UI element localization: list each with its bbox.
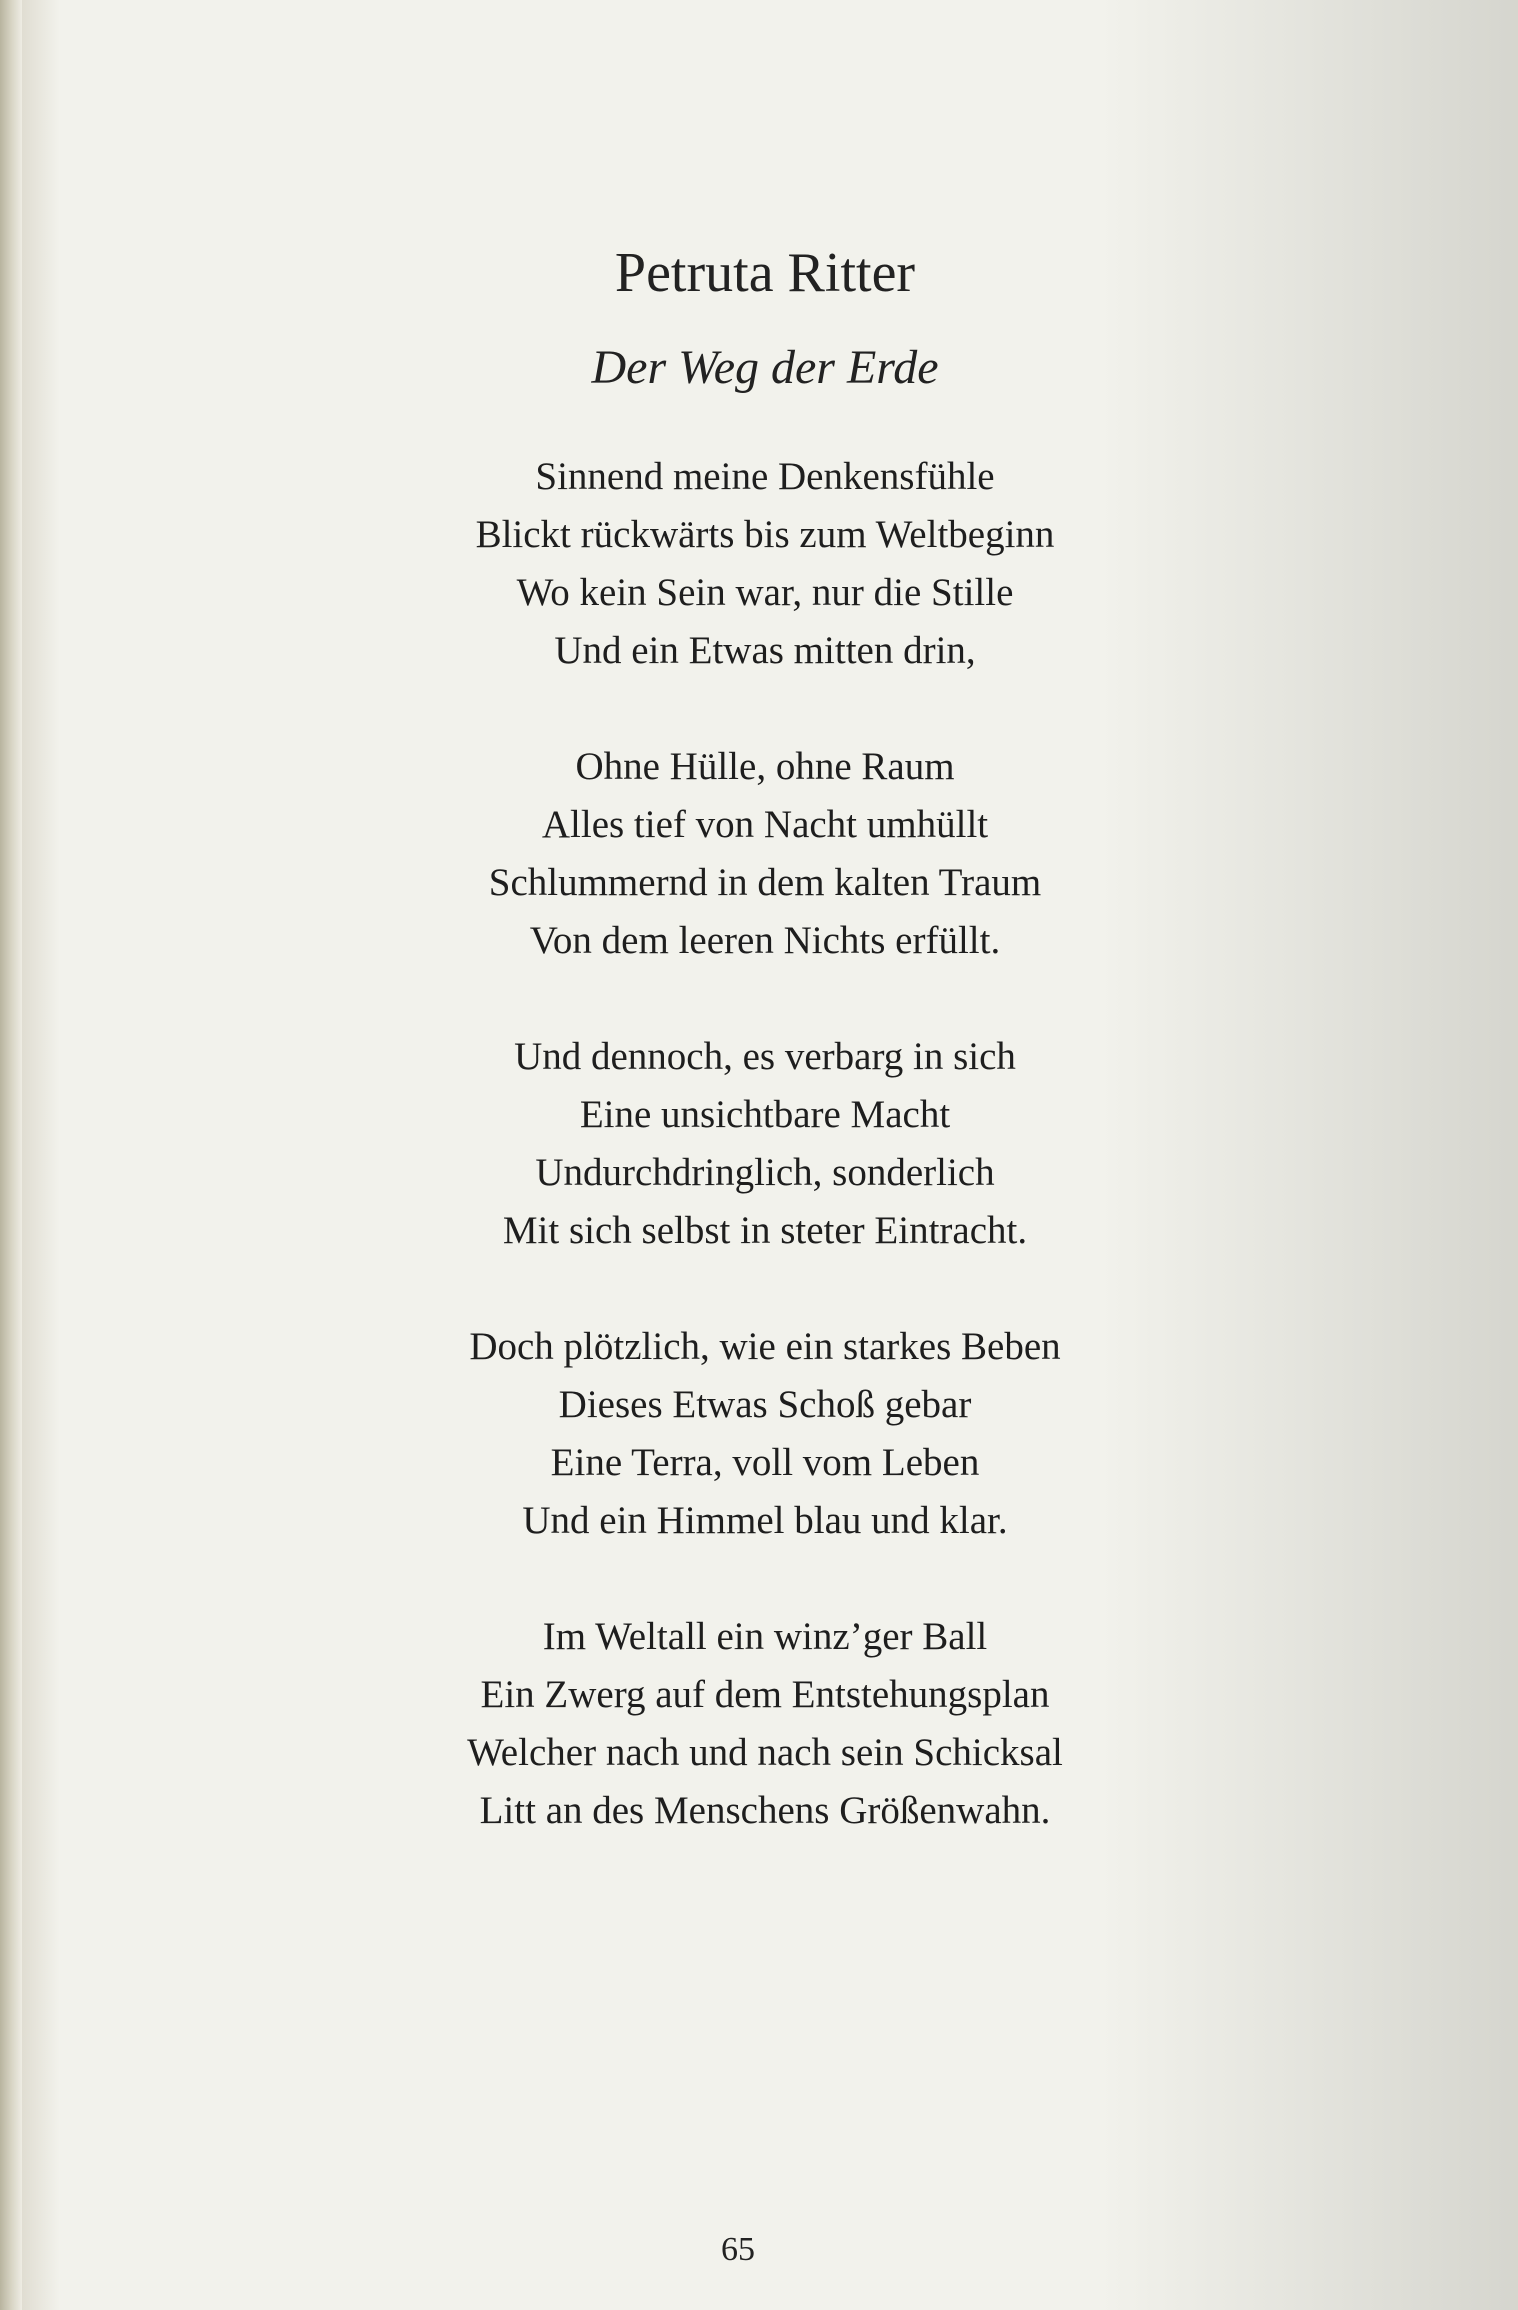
poem-line: Undurchdringlich, sonderlich bbox=[535, 1151, 995, 1194]
poem-line: Dieses Etwas Schoß gebar bbox=[558, 1383, 972, 1426]
poem-line: Sinnend meine Denkensfühle bbox=[535, 455, 995, 498]
poem-line: Ein Zwerg auf dem Entstehungsplan bbox=[480, 1673, 1050, 1716]
poem-line: Eine unsichtbare Macht bbox=[579, 1093, 951, 1136]
poem-line: Blickt rückwärts bis zum Weltbeginn bbox=[475, 513, 1055, 556]
poem-line: Eine Terra, voll vom Leben bbox=[550, 1441, 980, 1484]
poem-line: Wo kein Sein war, nur die Stille bbox=[516, 571, 1014, 614]
stanza bbox=[0, 738, 1518, 970]
stanza bbox=[0, 1608, 1518, 1840]
author-name: Petruta Ritter bbox=[614, 242, 916, 304]
poem-body bbox=[0, 448, 1518, 1898]
poem-line: Alles tief von Nacht umhüllt bbox=[541, 803, 989, 846]
poem-line: Mit sich selbst in steter Eintracht. bbox=[502, 1209, 1028, 1252]
poem-line: Litt an des Menschens Größenwahn. bbox=[479, 1789, 1051, 1832]
poem-line: Und dennoch, es verbarg in sich bbox=[514, 1035, 1016, 1078]
stanza bbox=[0, 1028, 1518, 1260]
poem-line: Welcher nach und nach sein Schicksal bbox=[467, 1731, 1063, 1774]
stanza bbox=[0, 448, 1518, 680]
poem-line: Im Weltall ein winz’ger Ball bbox=[542, 1615, 988, 1658]
poem-line: Und ein Etwas mitten drin, bbox=[554, 629, 976, 672]
poem-line: Schlummernd in dem kalten Traum bbox=[488, 861, 1042, 904]
poem-line: Ohne Hülle, ohne Raum bbox=[575, 745, 955, 788]
poem-line: Doch plötzlich, wie ein starkes Beben bbox=[469, 1325, 1061, 1368]
page-number: 65 bbox=[721, 2231, 755, 2268]
stanza bbox=[0, 1318, 1518, 1550]
poem-title: Der Weg der Erde bbox=[591, 341, 939, 394]
poem-line: Von dem leeren Nichts erfüllt. bbox=[529, 919, 1001, 962]
poem-line: Und ein Himmel blau und klar. bbox=[522, 1499, 1008, 1542]
